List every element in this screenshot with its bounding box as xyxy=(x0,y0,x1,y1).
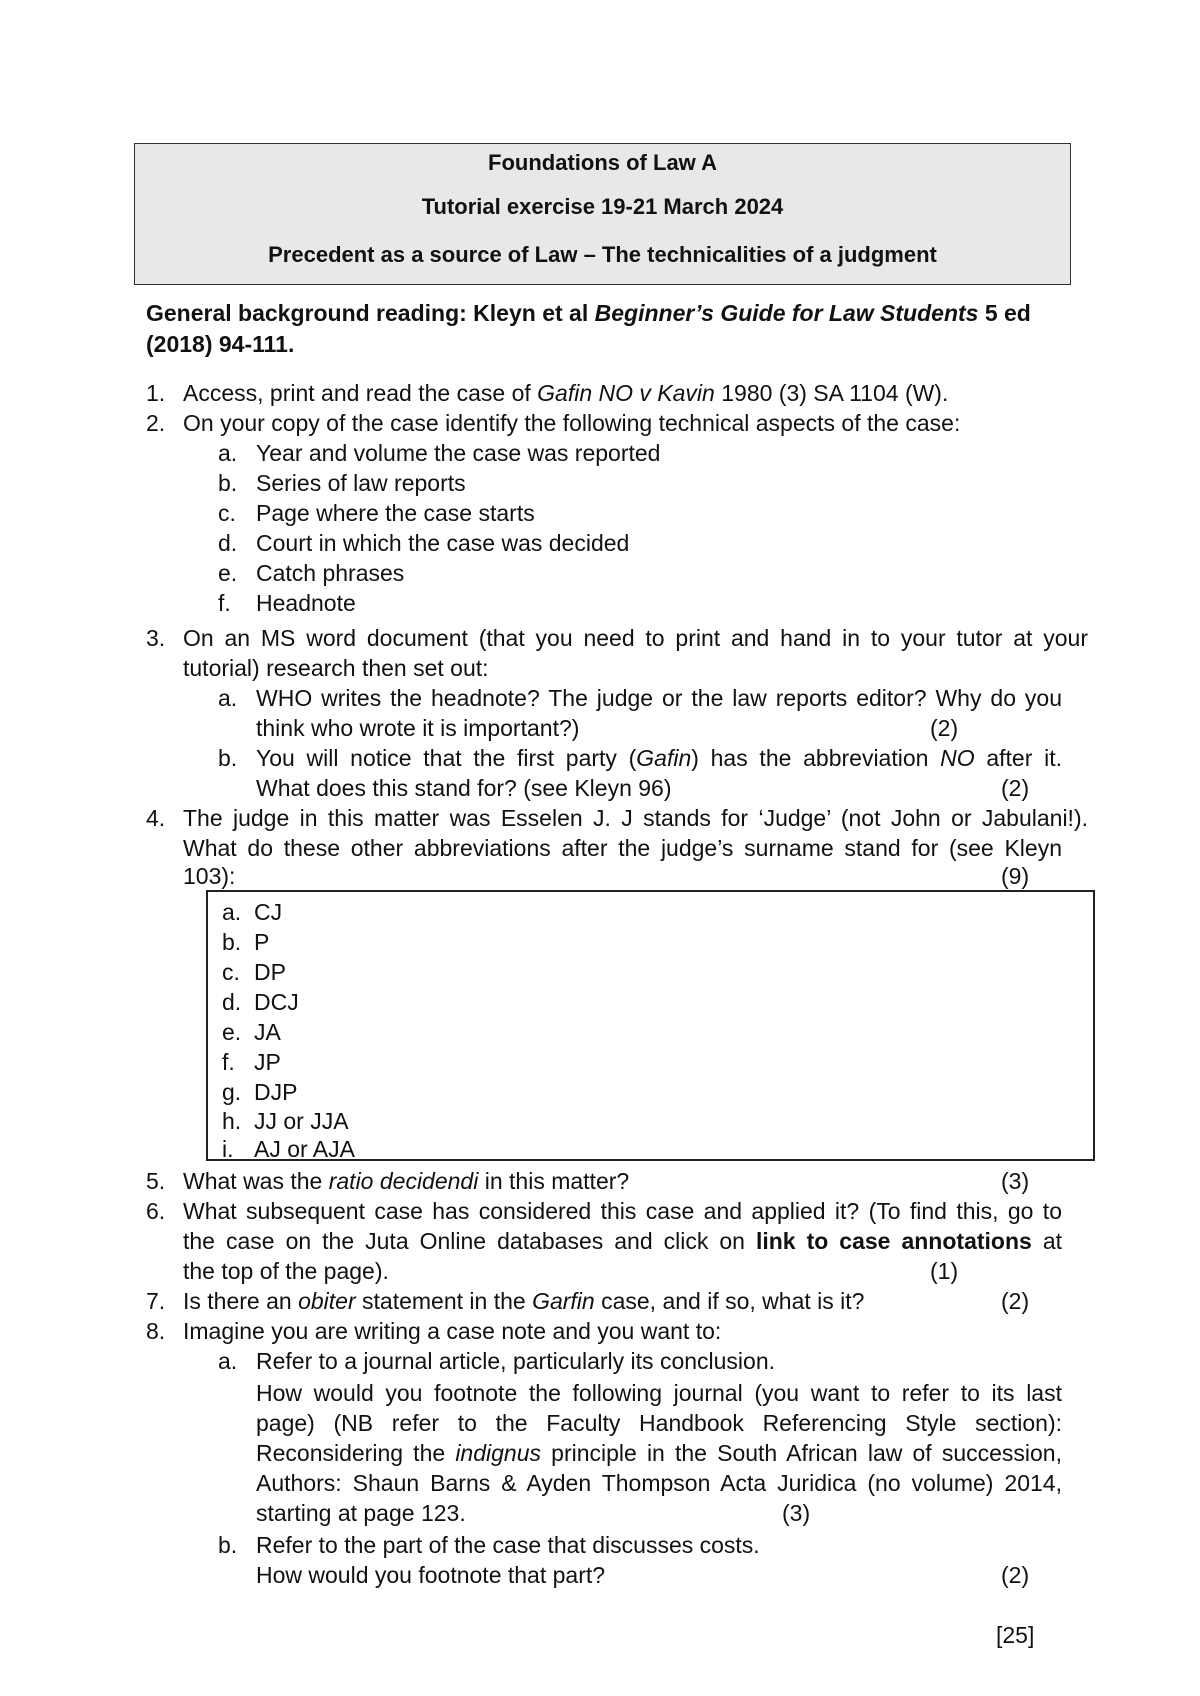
list-item: Headnote xyxy=(256,590,356,616)
list-item: d. DCJ xyxy=(222,989,299,1015)
course-title: Foundations of Law A xyxy=(488,150,717,175)
list-item: a. CJ xyxy=(222,899,283,925)
marks: (3) xyxy=(1001,1168,1030,1194)
tutorial-date: Tutorial exercise 19-21 March 2024 xyxy=(421,194,784,219)
list-item: f. JP xyxy=(222,1049,281,1075)
list-item: e. JA xyxy=(222,1019,281,1045)
topic-title: Precedent as a source of Law – The technicalities of a judgment xyxy=(268,242,937,267)
total-marks: [25] xyxy=(996,1622,1035,1648)
list-item: b. P xyxy=(222,929,270,955)
list-item: Catch phrases xyxy=(256,560,405,586)
marks: (2) xyxy=(1001,1562,1030,1588)
list-item: Year and volume the case was reported xyxy=(256,440,661,466)
list-item: h. JJ or JJA xyxy=(222,1108,349,1134)
marks: (3) xyxy=(782,1500,811,1526)
marks: (2) xyxy=(930,715,959,741)
list-item: g. DJP xyxy=(222,1079,298,1105)
list-item: i. AJ or AJA xyxy=(222,1136,355,1162)
abbreviations-box xyxy=(206,890,1095,1161)
marks: (1) xyxy=(930,1258,959,1284)
book-title: Beginner’s Guide for Law Students xyxy=(594,300,979,326)
background-reading: General background reading: Kleyn et al Beginner’s Guide for Law Students 5 ed (2018) 94-111. xyxy=(146,300,1031,357)
title-box xyxy=(134,143,1071,285)
list-item: Court in which the case was decided xyxy=(256,530,630,556)
marks: (2) xyxy=(1001,775,1030,801)
list-item: Page where the case starts xyxy=(256,500,535,526)
list-item: Series of law reports xyxy=(256,470,466,496)
list-item: c. DP xyxy=(222,959,286,985)
document-page: Foundations of Law A Tutorial exercise 19-21 March 2024 Precedent as a source of Law – The technicalities of a judgment General background reading: Kleyn et al Beginner’s Guide for Law Students 5 ed (2018) 94-111. 1. Access, print and read the case of Gafin NO v Kavin 1980 (3) SA 1104 (W). 2. On your copy of the case identify the following technical aspects of the case: a. Year and volume the case was reported b. Series of law reports c. Page where the case starts d. Court in which the case was decided e. Catch phrases f. Headnote 3. On an MS word document (that you need to print and hand in to your tutor at your tutorial) research then set out: a. WHO writes the headnote? The judge or the law reports editor? Why do you think who wrote it is important?) (2) b. You will notice that the first party (Gafin) has the abbreviation NO after it. What does this stand for? (see Kleyn 96) (2) 4. The judge in this matter was Esselen J. J stands for ‘Judge’ (not John or Jabulani!). What do these other abbreviations after the judge’s surname stand for (see Kleyn 103): (9) a. CJ b. P c. DP d. DCJ e. JA f. JP g. DJP h. JJ or JJA i. AJ or AJA 5. What was the ratio decidendi in this matter? (3) 6. What subsequent case has considered this case and applied it? (To find this, go to the case on the Juta Online databases and click on link to case annotations at the top of the page). (1) 7. Is there an obiter statement in the Garfin case, and if so, what is it? (2) 8. Imagine you are writing a case note and you want to: a. Refer to a journal article, particularly its conclusion. How would you footnote the following journal (you want to refer to its last page) (NB refer to the Faculty Handbook Referencing Style section): Reconsidering the indignus principle in the South African law of succession, Authors: Shaun Barns & Ayden Thompson Acta Juridica (no volume) 2014, starting at page 123. (3) b. Refer to the part of the case that discusses costs. How would you footnote that part? (2) [25] xyxy=(0,0,1200,1696)
marks: (2) xyxy=(1001,1288,1030,1314)
marks: (9) xyxy=(1001,863,1030,889)
